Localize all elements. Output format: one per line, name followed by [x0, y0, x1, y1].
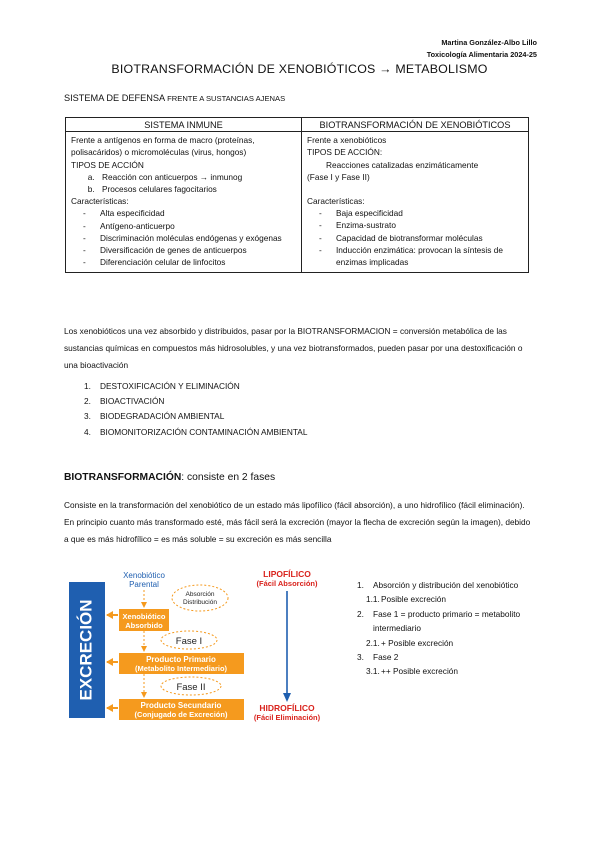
- list-item: 4. BIOMONITORIZACIÓN CONTAMINACIÓN AMBIENTAL: [84, 426, 308, 437]
- bio-title-rest: : consiste en 2 fases: [181, 472, 276, 483]
- excretion-arrowhead-1: [106, 611, 113, 619]
- title-main: BIOTRANSFORMACIÓN DE XENOBIÓTICOS: [111, 62, 376, 76]
- inmune-caract-list: [71, 207, 296, 268]
- list-item: 2.1. + Posible excreción: [366, 637, 454, 648]
- phases-list: [357, 578, 537, 679]
- fase2-label: Fase II: [176, 682, 206, 693]
- list-item: 1. DESTOXIFICACIÓN Y ELIMINACIÓN: [84, 381, 240, 391]
- biotrans-tipos-line1: Reacciones catalizadas enzimáticamente: [326, 159, 479, 170]
- section-title-rest: FRENTE A SUSTANCIAS AJENAS: [167, 94, 286, 103]
- list-item: - Diferenciación celular de linfocitos: [71, 256, 296, 268]
- absorcion-label-1: Absorción: [185, 591, 215, 598]
- fase1-arrowhead: [141, 646, 147, 652]
- biotrans-intro: Frente a xenobióticos: [307, 135, 387, 146]
- biotransformation-diagram: [64, 564, 354, 734]
- excrecion-label: EXCRECIÓN: [76, 599, 96, 701]
- list-item: 3.1. ++ Posible excreción: [366, 666, 459, 677]
- excretion-arrowhead-3: [106, 704, 113, 712]
- lipofilico-label-2: (Fácil Absorción): [256, 579, 318, 588]
- producto-primario-label-2: (Metabolito Intermediario): [134, 664, 228, 673]
- inmune-intro: Frente a antígenos en forma de macro (proteínas, polisacáridos) o micromoléculas (virus, hongos): [71, 135, 255, 158]
- numbered-list: [84, 379, 307, 440]
- title-arrow-icon: →: [379, 62, 392, 76]
- list-item: 1.1. Posible excreción: [366, 594, 447, 605]
- list-item: 3. BIODEGRADACIÓN AMBIENTAL: [84, 411, 225, 422]
- table-header-inmune: SISTEMA INMUNE: [66, 118, 302, 132]
- page-title: [0, 62, 599, 76]
- lipofilico-label-1: LIPOFÍLICO: [263, 569, 311, 579]
- page-header: [427, 37, 537, 61]
- title-target: METABOLISMO: [395, 62, 488, 76]
- author-name: Martina González-Albo Lillo: [441, 38, 537, 47]
- fase1-label: Fase I: [175, 636, 203, 647]
- inmune-tipos-label: TIPOS DE ACCIÓN: [71, 159, 144, 170]
- inmune-tipos-list: [71, 171, 296, 195]
- course-name: Toxicología Alimentaria 2024-25: [426, 50, 537, 59]
- hidrofilico-label-1: HIDROFÍLICO: [259, 703, 315, 713]
- xeno-parental-label-1: Xenobiótico: [123, 571, 165, 580]
- section-title: [64, 93, 285, 103]
- hidrofilico-label-2: (Fácil Eliminación): [253, 713, 321, 722]
- absorption-arrowhead: [141, 602, 147, 608]
- list-item: - Capacidad de biotransformar moléculas: [307, 232, 523, 244]
- excretion-arrowhead-2: [106, 658, 113, 666]
- inmune-caract-label: Características:: [71, 196, 129, 207]
- bio-paragraph: Consiste en la transformación del xenobiótico de un estado más lipofílico (fácil absorción), a uno hidrofílico (fácil eliminación). En principio cuanto más transformado esté, más fácil será la excreción (mayor la flecha de excreción según la imagen), debido a que es más hidrofílico = es más soluble = su excreción es más sencilla: [64, 500, 531, 544]
- biotrans-cell: [302, 132, 529, 273]
- biotrans-caract-label: Características:: [307, 196, 365, 207]
- absorcion-label-2: Distribución: [183, 599, 217, 606]
- table-header-row: [66, 118, 529, 132]
- list-item: - Inducción enzimática: provocan la síntesis de enzimas implicadas: [307, 244, 523, 268]
- biotransformacion-heading: [64, 472, 275, 483]
- polarity-arrowhead: [283, 693, 291, 702]
- xeno-parental-label-2: Parental: [129, 580, 159, 589]
- bio-title-bold: BIOTRANSFORMACIÓN: [64, 472, 182, 483]
- biotrans-tipos-label: TIPOS DE ACCIÓN:: [307, 147, 383, 158]
- table-row: [66, 132, 529, 273]
- xeno-absorbido-label-2: Absorbido: [125, 621, 163, 630]
- list-item: - Alta especificidad: [71, 207, 296, 219]
- producto-secundario-label-1: Producto Secundario: [140, 701, 222, 710]
- comparison-table: [65, 117, 529, 273]
- list-item: a. Reacción con anticuerpos → inmunog: [97, 171, 296, 183]
- producto-primario-label-1: Producto Primario: [146, 655, 216, 664]
- list-item: 1. Absorción y distribución del xenobiótico: [357, 580, 519, 590]
- list-item: b. Procesos celulares fagocitarios: [97, 183, 296, 195]
- list-item: 3. Fase 2: [357, 652, 399, 663]
- biotrans-caract-list: [307, 207, 523, 268]
- table-header-biotrans: BIOTRANSFORMACIÓN DE XENOBIÓTICOS: [302, 118, 529, 132]
- fase2-arrowhead: [141, 692, 147, 698]
- section-title-main: SISTEMA DE DEFENSA: [64, 93, 165, 103]
- xeno-absorbido-label-1: Xenobiótico: [122, 612, 166, 621]
- inmune-cell: [66, 132, 302, 273]
- list-item: - Antígeno-anticuerpo: [71, 220, 296, 232]
- intro-paragraph: Los xenobióticos una vez absorbido y distribuidos, pasar por la BIOTRANSFORMACION = conversión metabólica de las sustancias químicas en compuestos más hidrosolubles, y una vez biotransformados, pueden pasar por una destoxificación o una bioactivación: [64, 326, 523, 370]
- list-item: - Diversificación de genes de anticuerpos: [71, 244, 296, 256]
- biotrans-tipos-line2: (Fase I y Fase II): [307, 171, 370, 182]
- list-item: - Discriminación moléculas endógenas y exógenas: [71, 232, 296, 244]
- list-item: 2. BIOACTIVACIÓN: [84, 396, 165, 407]
- producto-secundario-label-2: (Conjugado de Excreción): [134, 710, 228, 719]
- absorcion-ellipse: [172, 585, 228, 611]
- list-item: - Enzima-sustrato: [307, 219, 523, 231]
- list-item: - Baja especificidad: [307, 207, 523, 219]
- list-item: 2. Fase 1 = producto primario = metabolito intermediario: [357, 608, 521, 634]
